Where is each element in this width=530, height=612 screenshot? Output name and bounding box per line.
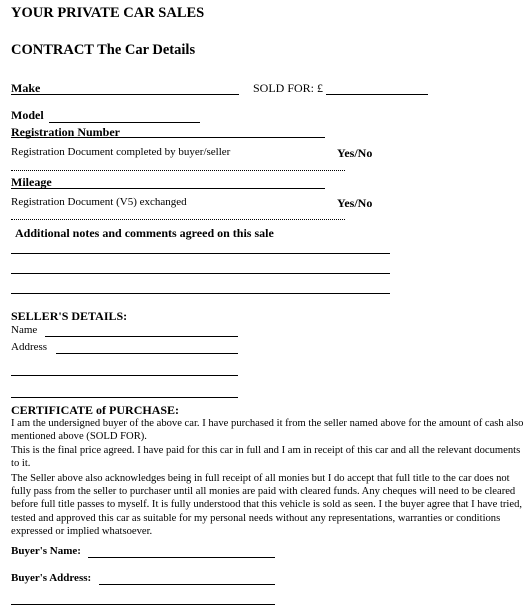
certificate-heading: CERTIFICATE of PURCHASE: [11,403,180,417]
buyer-address-field[interactable] [11,604,275,605]
dotted-divider [11,170,345,171]
contract-subtitle: CONTRACT The Car Details [11,42,196,58]
seller-address-field[interactable] [11,375,238,376]
sold-for-label: SOLD FOR: £ [253,81,324,95]
seller-address-field[interactable] [56,353,238,354]
notes-line[interactable] [11,273,390,274]
seller-name-label: Name [11,324,38,336]
mileage-label: Mileage [11,175,52,189]
certificate-paragraph: This is the final price agreed. I have paid for this car in full and I am in receipt of this car and all the relevant documents to it. [11,445,521,470]
reg-doc-v5-label: Registration Document (V5) exchanged [11,196,187,208]
notes-line[interactable] [11,293,390,294]
mileage-field[interactable] [11,188,325,189]
registration-number-label: Registration Number [11,125,120,139]
model-label: Model [11,108,44,122]
reg-doc-completed-label: Registration Document completed by buyer/seller [11,146,231,158]
registration-number-field[interactable] [11,137,325,138]
certificate-paragraph: The Seller above also acknowledges being in full receipt of all monies but I do accept that full title to the car does not fully pass from the seller to purchaser until all monies are paid with cleared funds. Any cheques will need to be cleared before full title passes to myself. It is fully understood that this vehicle is sold as seen. I the buyer agree that I have tried, tested and approved this car as suitable for my personal needs without any representations, warranties or conditions expressed or implied whatsoever. [11,473,523,537]
buyer-name-field[interactable] [88,557,275,558]
certificate-paragraph: I am the undersigned buyer of the above car. I have purchased it from the seller named above for the amount of cash also mentioned above (SOLD FOR). [11,418,524,443]
buyer-address-label: Buyer's Address: [11,572,92,584]
seller-details-heading: SELLER'S DETAILS: [11,309,128,323]
seller-address-field[interactable] [11,397,238,398]
buyer-name-label: Buyer's Name: [11,545,81,557]
reg-doc-v5-yes-no[interactable]: Yes/No [337,196,373,210]
seller-address-label: Address [11,341,48,353]
seller-name-field[interactable] [45,336,238,337]
document-title: YOUR PRIVATE CAR SALES [11,5,205,21]
make-field[interactable] [11,94,239,95]
sold-for-field[interactable] [326,94,428,95]
notes-line[interactable] [11,253,390,254]
notes-heading: Additional notes and comments agreed on this sale [15,226,274,240]
make-label: Make [11,81,41,95]
dotted-divider [11,219,345,220]
reg-doc-completed-yes-no[interactable]: Yes/No [337,146,373,160]
model-field[interactable] [49,122,200,123]
buyer-address-field[interactable] [99,584,275,585]
